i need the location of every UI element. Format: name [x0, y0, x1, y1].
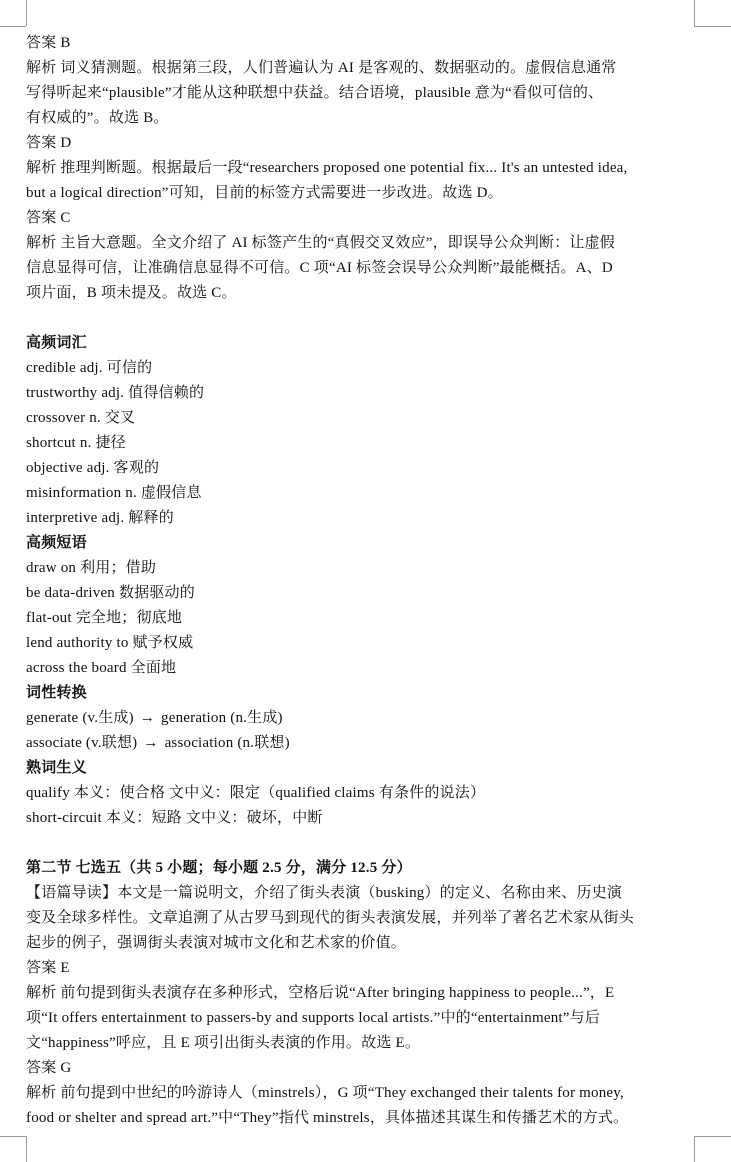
section-line: 【语篇导读】本文是一篇说明文，介绍了街头表演（busking）的定义、名称由来、历史演 [26, 885, 623, 901]
crop-mark-bottom-left-h [0, 1136, 26, 1137]
explanation-line: 项片面，B 项未提及。故选 C。 [26, 285, 237, 301]
answer-line: 答案 B [26, 35, 71, 51]
vocab-item: interpretive adj. 解释的 [26, 510, 174, 526]
vocab-item: trustworthy adj. 值得信赖的 [26, 385, 205, 401]
meaning-item: short-circuit 本义：短路 文中义：破坏，中断 [26, 810, 323, 826]
explanation-line: 解析 词义猜测题。根据第三段，人们普遍认为 AI 是客观的、数据驱动的。虚假信息通常 [26, 60, 617, 76]
meaning-heading: 熟词生义 [26, 760, 87, 776]
explanation-line: 有权威的”。故选 B。 [26, 110, 169, 126]
section-heading: 第二节 七选五（共 5 小题；每小题 2.5 分，满分 12.5 分） [26, 860, 412, 876]
vocab-item: misinformation n. 虚假信息 [26, 485, 202, 501]
phrase-item: lend authority to 赋予权威 [26, 635, 194, 651]
vocab-item: objective adj. 客观的 [26, 460, 160, 476]
vocab-heading: 高频词汇 [26, 335, 87, 351]
answer-line: 答案 D [26, 135, 72, 151]
crop-mark-top-left-v [26, 0, 27, 26]
blank-line [26, 831, 696, 856]
crop-mark-top-right-v [694, 0, 695, 26]
crop-mark-bottom-left-v [26, 1136, 27, 1162]
conversion-to: generation (n.生成) [161, 710, 283, 726]
conversion-from: associate (v.联想) [26, 735, 138, 751]
phrase-item: be data-driven 数据驱动的 [26, 585, 195, 601]
explanation-line: 解析 主旨大意题。全文介绍了 AI 标签产生的“真假交叉效应”，即误导公众判断：让虚假 [26, 235, 615, 251]
crop-mark-bottom-right-h [694, 1136, 731, 1137]
conversion-item [26, 706, 696, 731]
section-line: 起步的例子，强调街头表演对城市文化和艺术家的价值。 [26, 935, 407, 951]
explanation-line: food or shelter and spread art.”中“They”指代 minstrels，具体描述其谋生和传播艺术的方式。 [26, 1110, 629, 1126]
vocab-item: shortcut n. 捷径 [26, 435, 126, 451]
phrase-item: flat-out 完全地；彻底地 [26, 610, 183, 626]
phrase-item: draw on 利用；借助 [26, 560, 157, 576]
explanation-line: but a logical direction”可知，目前的标签方式需要进一步改进。故选 D。 [26, 185, 503, 201]
explanation-line: 解析 推理判断题。根据最后一段“researchers proposed one potential fix... It's an untested idea, [26, 160, 628, 176]
explanation-line: 文“happiness”呼应，且 E 项引出街头表演的作用。故选 E。 [26, 1035, 421, 1051]
explanation-line: 解析 前句提到街头表演存在多种形式，空格后说“After bringing happiness to people...”，E [26, 985, 615, 1001]
explanation-line: 解析 前句提到中世纪的吟游诗人（minstrels），G 项“They exchanged their talents for money, [26, 1085, 624, 1101]
phrase-item: across the board 全面地 [26, 660, 177, 676]
vocab-item: crossover n. 交叉 [26, 410, 136, 426]
meaning-item: qualify 本义：使合格 文中义：限定（qualified claims 有条件的说法） [26, 785, 486, 801]
crop-mark-bottom-right-v [694, 1136, 695, 1162]
answer-line: 答案 C [26, 210, 71, 226]
crop-mark-top-right-h [694, 26, 731, 27]
conversion-to: association (n.联想) [164, 735, 290, 751]
vocab-item: credible adj. 可信的 [26, 360, 153, 376]
phrase-heading: 高频短语 [26, 535, 87, 551]
conversion-from: generate (v.生成) [26, 710, 134, 726]
answer-line: 答案 G [26, 1060, 72, 1076]
explanation-line: 信息显得可信，让准确信息显得不可信。C 项“AI 标签会误导公众判断”最能概括。A、D [26, 260, 613, 276]
conversion-heading: 词性转换 [26, 685, 87, 701]
document-page [26, 31, 696, 1131]
arrow-right-icon: → [139, 710, 156, 726]
conversion-item [26, 731, 696, 756]
answer-line: 答案 E [26, 960, 70, 976]
section-line: 变及全球多样性。文章追溯了从古罗马到现代的街头表演发展，并列举了著名艺术家从街头 [26, 910, 635, 926]
arrow-right-icon: → [143, 735, 159, 751]
crop-mark-top-left-h [0, 26, 26, 27]
explanation-line: 项“It offers entertainment to passers-by and supports local artists.”中的“entertainment”与后 [26, 1010, 601, 1026]
blank-line [26, 306, 696, 331]
explanation-line: 写得听起来“plausible”才能从这种联想中获益。结合语境，plausible 意为“看似可信的、 [26, 85, 604, 101]
